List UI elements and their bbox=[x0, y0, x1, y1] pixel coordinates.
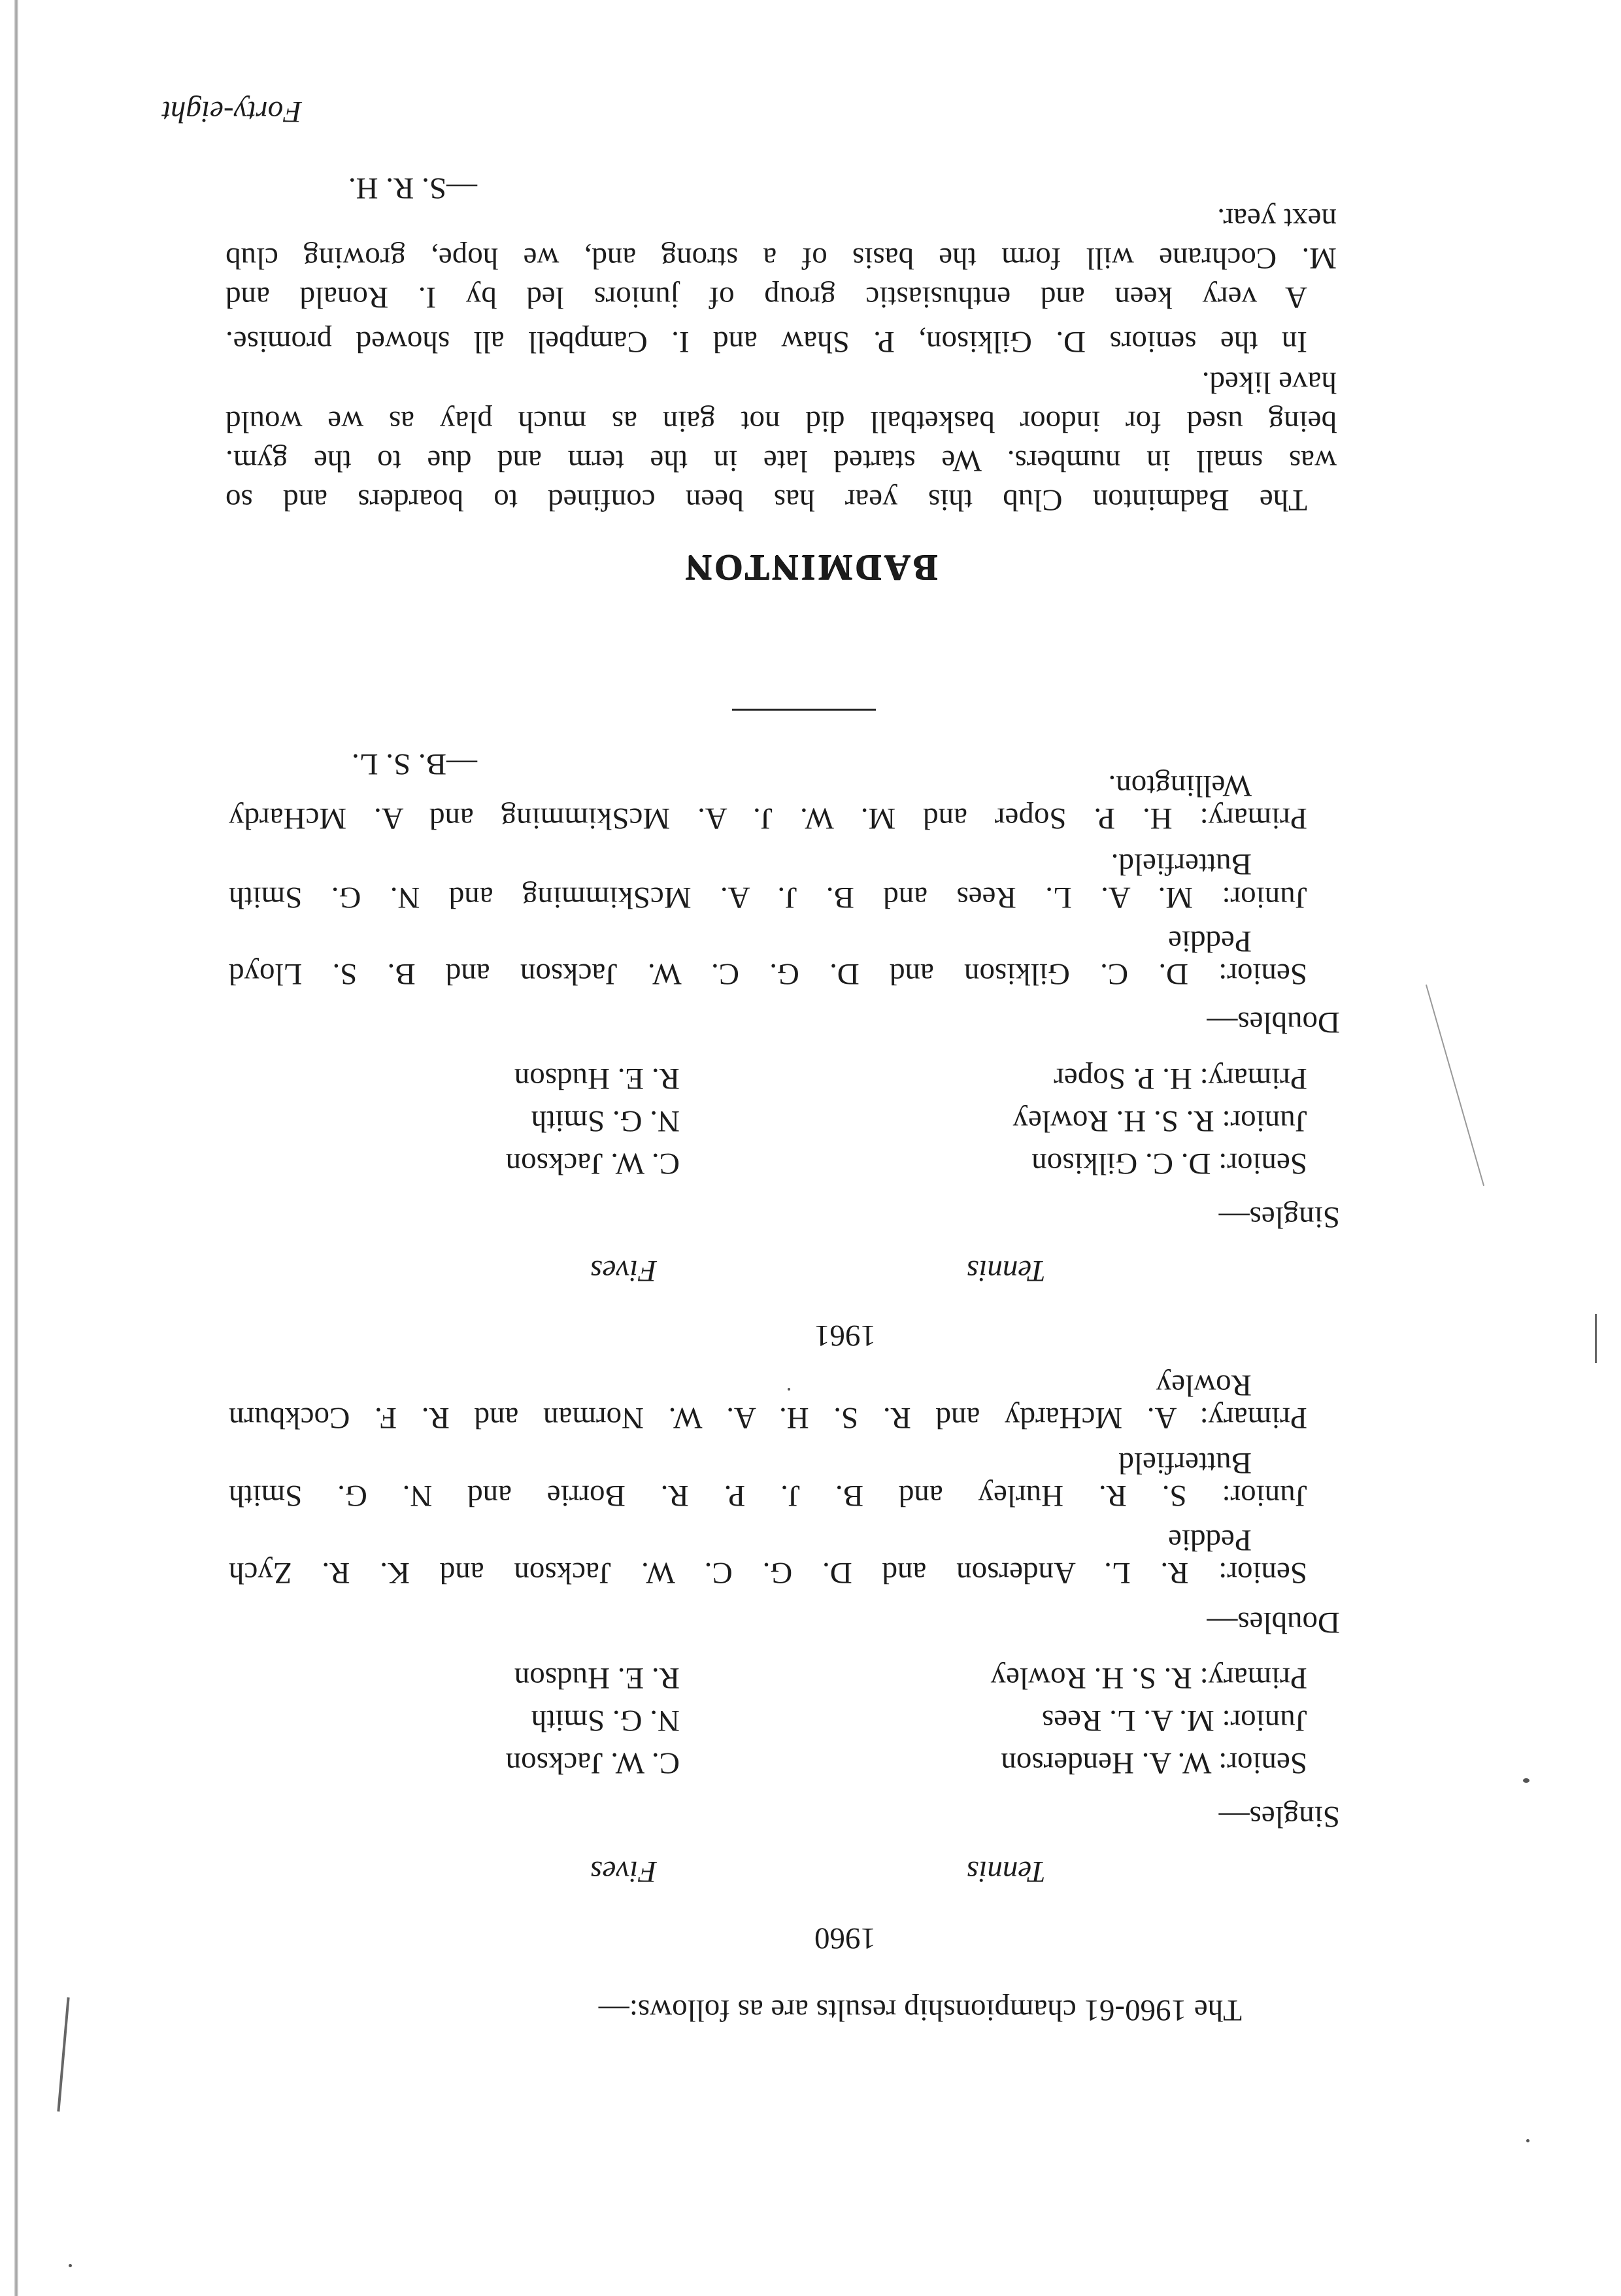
doubles-label: Doubles— bbox=[1207, 1005, 1340, 1039]
singles-label: Singles— bbox=[1218, 1800, 1340, 1834]
section-divider bbox=[732, 709, 876, 711]
badminton-paragraph-line: A very keen and enthusiastic group of juniors led by I. Ronald and bbox=[226, 280, 1307, 314]
fives-column-heading: Fives bbox=[590, 1254, 657, 1288]
doubles-continuation: Peddie bbox=[1168, 924, 1252, 958]
doubles-result-line: Junior: S. R. Hurley and B. J. P. R. Borrie and N. G. Smith bbox=[229, 1479, 1307, 1513]
fives-result: R. E. Hudson bbox=[514, 1062, 680, 1096]
doubles-continuation: Peddie bbox=[1168, 1523, 1252, 1557]
fives-result: N. G. Smith bbox=[531, 1104, 680, 1138]
badminton-paragraph-line: was small in numbers. We started late in the term and due to the gym. bbox=[226, 444, 1337, 478]
scan-edge-mark bbox=[1595, 1314, 1597, 1363]
doubles-label: Doubles— bbox=[1207, 1606, 1340, 1640]
scan-speck bbox=[788, 1388, 790, 1391]
doubles-continuation: Butterfield. bbox=[1111, 847, 1252, 881]
year-1961-heading: 1961 bbox=[814, 1319, 876, 1353]
tennis-column-heading: Tennis bbox=[966, 1254, 1046, 1288]
badminton-paragraph-line: next year. bbox=[1217, 202, 1337, 236]
scan-speck bbox=[1523, 1778, 1529, 1783]
singles-label: Singles— bbox=[1218, 1200, 1340, 1234]
doubles-continuation: Butterfield bbox=[1118, 1446, 1252, 1480]
doubles-result-line: Junior: M. A. L. Rees and B. J. A. McSkimming and N. G. Smith bbox=[229, 881, 1307, 915]
page-number-footer: Forty-eight bbox=[161, 95, 302, 129]
scan-speck bbox=[69, 2264, 72, 2267]
badminton-paragraph-line: have liked. bbox=[1201, 365, 1337, 399]
fives-column-heading: Fives bbox=[590, 1855, 657, 1889]
doubles-result-line: Senior: D. C. Gilkison and D. G. C. W. Jackson and B. S. Lloyd bbox=[229, 957, 1307, 991]
badminton-report-signature: —S. R. H. bbox=[348, 171, 477, 205]
doubles-continuation: Rowley bbox=[1156, 1368, 1252, 1402]
section-title-badminton: BADMINTON bbox=[683, 547, 938, 588]
tennis-result: Primary: R. S. H. Rowley bbox=[990, 1661, 1307, 1695]
fives-result: R. E. Hudson bbox=[514, 1661, 680, 1695]
badminton-paragraph-line: M. Cochrane will form the basis of a strong and, we hope, growing club bbox=[226, 241, 1337, 275]
intro-line: The 1960-61 championship results are as follows:— bbox=[598, 1993, 1242, 2027]
fives-result: C. W. Jackson bbox=[505, 1746, 680, 1780]
fives-result: C. W. Jackson bbox=[505, 1147, 680, 1181]
doubles-result-line: Senior: R. L. Anderson and D. G. C. W. Jackson and K. R. Zych bbox=[229, 1556, 1307, 1590]
tennis-result: Primary: H. P. Soper bbox=[1054, 1062, 1307, 1096]
doubles-result-line: Primary: H. P. Soper and M. W. J. A. McSkimming and A. McHardy bbox=[229, 802, 1307, 836]
badminton-paragraph-line: The Badminton Club this year has been confined to boarders and so bbox=[226, 483, 1307, 517]
badminton-paragraph-line: being used for indoor basketball did not gain as much play as we would bbox=[226, 405, 1337, 439]
doubles-result-line: Primary: A. McHardy and R. S. H. A. W. Norman and R. F. Cockburn bbox=[229, 1401, 1307, 1435]
year-1960-heading: 1960 bbox=[814, 1921, 876, 1955]
tennis-result: Junior: R. S. H. Rowley bbox=[1012, 1104, 1307, 1138]
doubles-continuation: Wellington. bbox=[1108, 769, 1252, 803]
tennis-result: Junior: M. A. L. Rees bbox=[1041, 1704, 1307, 1738]
tennis-result: Senior: W. A. Henderson bbox=[1001, 1746, 1307, 1780]
badminton-paragraph-line: In the seniors D. Gilkison, P. Shaw and I. Campbell all showed promise. bbox=[226, 325, 1307, 359]
tennis-result: Senior: D. C. Gilkison bbox=[1031, 1147, 1307, 1181]
tennis-column-heading: Tennis bbox=[966, 1855, 1046, 1889]
fives-result: N. G. Smith bbox=[531, 1704, 680, 1738]
tennis-report-signature: —B. S. L. bbox=[352, 747, 477, 781]
scan-speck bbox=[1526, 2139, 1529, 2142]
